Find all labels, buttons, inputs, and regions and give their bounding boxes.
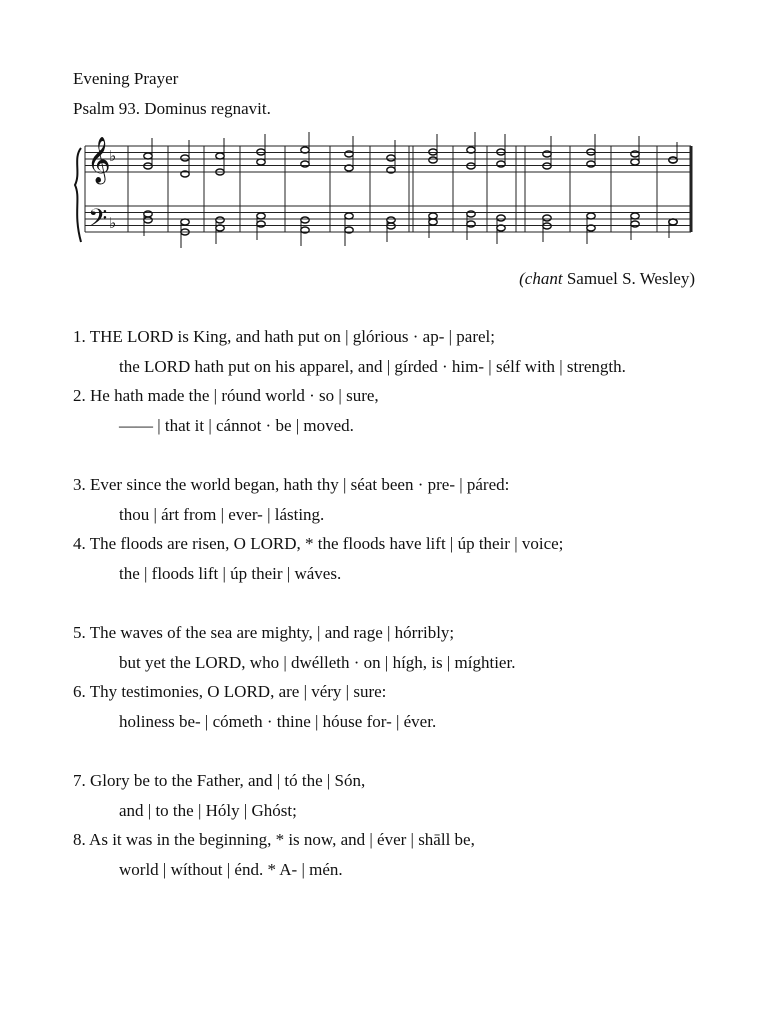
note-head (144, 211, 152, 217)
note-head (587, 161, 595, 167)
verse-2 (73, 386, 713, 445)
verse-line: 5. The waves of the sea are mighty, | and rage | hórribly; (73, 623, 455, 642)
attribution-name: Samuel S. Wesley) (566, 269, 695, 288)
staff-lines (85, 146, 691, 232)
verse-line-indented: and | to the | Hóly | Ghóst; (119, 800, 297, 820)
verse-line: 1. THE LORD is King, and hath put on | glórious · ap- | parel; (73, 327, 495, 346)
verse-5 (73, 623, 713, 682)
note-head (669, 219, 677, 225)
note-head (631, 221, 639, 227)
note-head (257, 213, 265, 219)
note-head (631, 151, 639, 157)
note-head (543, 215, 551, 221)
note-head (144, 153, 152, 159)
note-head (181, 155, 189, 161)
note-head (216, 217, 224, 223)
verse-8 (73, 830, 713, 889)
verse-line: 2. He hath made the | róund world · so | sure, (73, 386, 379, 405)
note-head (429, 213, 437, 219)
verse-3 (73, 475, 713, 534)
verse-line: 6. Thy testimonies, O LORD, are | véry | sure: (73, 682, 387, 701)
verse-line-indented: the | floods lift | úp their | wáves. (119, 563, 342, 583)
note-head (669, 157, 677, 163)
note-head (257, 221, 265, 227)
note-head (497, 161, 505, 167)
flat-sign-icon: ♭ (109, 147, 117, 165)
bass-clef-icon: 𝄢 (88, 204, 108, 239)
note-head (301, 217, 309, 223)
flat-sign-icon: ♭ (109, 214, 117, 232)
verse-line-indented: thou | árt from | ever- | lásting. (119, 504, 325, 524)
note-head (631, 213, 639, 219)
note-head (543, 151, 551, 157)
note-head (345, 213, 353, 219)
verse-line-indented: world | wíthout | énd. * A- | mén. (119, 859, 343, 879)
note-head (257, 159, 265, 165)
verse-1 (73, 327, 713, 386)
chant-score (73, 128, 695, 248)
notes (144, 132, 677, 248)
note-head (387, 155, 395, 161)
system-brace-icon (75, 148, 81, 242)
note-head (345, 151, 353, 157)
note-head (467, 221, 475, 227)
verse-line-indented: but yet the LORD, who | dwélleth · on | hígh, is | míghtier. (119, 652, 516, 672)
psalm-title: Psalm 93. Dominus regnavit. (73, 99, 271, 118)
verse-line: 4. The floods are risen, O LORD, * the floods have lift | úp their | voice; (73, 534, 564, 553)
verse-line-indented: the LORD hath put on his apparel, and | gírded · him- | sélf with | strength. (119, 356, 626, 376)
verse-line: 3. Ever since the world began, hath thy | séat been · pre- | páred: (73, 475, 510, 494)
note-head (181, 219, 189, 225)
verse-7 (73, 771, 713, 830)
note-head (631, 159, 639, 165)
verse-6 (73, 682, 713, 741)
note-head (301, 161, 309, 167)
note-head (497, 215, 505, 221)
treble-clef-icon: 𝄞 (87, 137, 111, 183)
note-head (144, 217, 152, 223)
verse-4 (73, 534, 713, 593)
note-head (587, 213, 595, 219)
attribution-prefix: (chant (519, 269, 563, 288)
verse-line-indented: holiness be- | cómeth · thine | hóuse for- | éver. (119, 711, 437, 731)
service-title: Evening Prayer (73, 69, 179, 88)
note-head (387, 217, 395, 223)
clefs (87, 137, 116, 239)
chant-attribution (519, 269, 695, 289)
note-head (429, 157, 437, 163)
verse-line: 8. As it was in the beginning, * is now, and | éver | shāll be, (73, 830, 475, 849)
note-head (216, 153, 224, 159)
note-head (467, 211, 475, 217)
verse-line-indented: —— | that it | cánnot · be | moved. (119, 415, 354, 435)
note-head (429, 219, 437, 225)
psalm-verses (73, 327, 713, 889)
verse-line: 7. Glory be to the Father, and | tó the | Són, (73, 771, 366, 790)
